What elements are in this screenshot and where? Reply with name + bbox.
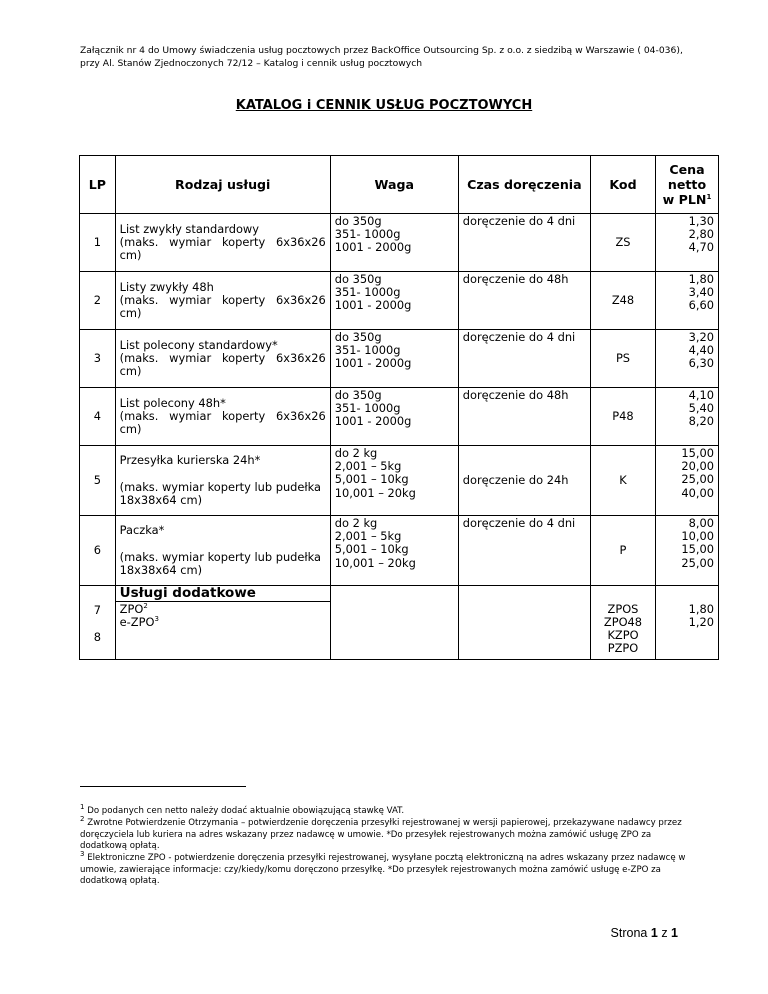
service-name-cell: List polecony 48h* (maks. wymiar koperty 6x36x26 cm) — [115, 388, 330, 446]
zpo-label: ZPO — [119, 602, 144, 617]
footnote-separator — [80, 786, 246, 787]
header-czas: Czas doręczenia — [458, 156, 590, 214]
weight-cell: do 350g 351- 1000g 1001 - 2000g — [330, 388, 458, 446]
delivery-time-cell: doręczenie do 24h — [458, 446, 590, 516]
price-cell: 8,00 10,00 15,00 25,00 — [656, 516, 719, 586]
delivery-time-cell: doręczenie do 4 dni — [458, 516, 590, 586]
footnote-ref-1: 1 — [706, 192, 712, 201]
catalog-table — [79, 155, 719, 660]
extra-services-title-row — [80, 586, 719, 602]
page-label: Strona — [610, 926, 648, 940]
service-name-cell: List polecony standardowy* (maks. wymiar koperty 6x36x26 cm) — [115, 330, 330, 388]
page-current: 1 — [650, 926, 658, 940]
ezpo-label: e-ZPO — [119, 615, 155, 630]
header-kod: Kod — [590, 156, 655, 214]
weight-cell: do 350g 351- 1000g 1001 - 2000g — [330, 330, 458, 388]
service-name-cell: List zwykły standardowy (maks. wymiar koperty 6x36x26 cm) — [115, 214, 330, 272]
code-cell: P48 — [590, 388, 655, 446]
extra-codes-cell: ZPOS ZPO48 KZPO PZPO — [590, 602, 655, 660]
table-row — [80, 272, 719, 330]
price-cell: 1,80 3,40 6,60 — [656, 272, 719, 330]
footnote-ref-2: 2 — [143, 602, 148, 611]
table-row — [80, 214, 719, 272]
header-note: Załącznik nr 4 do Umowy świadczenia usług pocztowych przez BackOffice Outsourcing Sp. z o.o. z siedzibą w Warszawie ( 04-036), przy Al. Stanów Zjednoczonych 72/12 – Katalog i cennik usług pocztowych — [80, 45, 683, 69]
lp-7: 7 — [93, 602, 101, 617]
footnote-3 — [80, 850, 692, 888]
lp-cell: 6 — [80, 516, 116, 586]
extra-services-cell — [115, 602, 330, 660]
header-cena-label: Cena netto w PLN — [662, 162, 707, 207]
page-total: 1 — [671, 926, 678, 940]
footnote-2 — [80, 815, 692, 853]
delivery-time-cell: doręczenie do 4 dni — [458, 214, 590, 272]
weight-cell: do 350g 351- 1000g 1001 - 2000g — [330, 214, 458, 272]
lp-cell: 5 — [80, 446, 116, 516]
header-cena — [656, 156, 719, 214]
service-name-cell: Paczka* (maks. wymiar koperty lub pudełka 18x38x64 cm) — [115, 516, 330, 586]
footnote-3-text: Elektroniczne ZPO - potwierdzenie doręczenia przesyłki rejestrowanej, wysyłane pocztą elektroniczną na adres wskazany przez nadawcę w umowie, zawierające informacje: czy/kiedy/komu doręczono przesyłkę. *Do przesyłek rejestrowanych można zamówić usługę e-ZPO za dodatkową opłatą. — [80, 853, 686, 887]
code-cell: Z48 — [590, 272, 655, 330]
code-cell: ZS — [590, 214, 655, 272]
header-lp: LP — [80, 156, 116, 214]
weight-cell: do 2 kg 2,001 – 5kg 5,001 – 10kg 10,001 – 20kg — [330, 516, 458, 586]
footnote-1-num: 1 — [80, 803, 85, 812]
extra-prices-cell: 1,80 1,20 — [656, 602, 719, 660]
service-name-cell: Przesyłka kurierska 24h* (maks. wymiar koperty lub pudełka 18x38x64 cm) — [115, 446, 330, 516]
table-row — [80, 388, 719, 446]
lp-cell: 4 — [80, 388, 116, 446]
code-cell: P — [590, 516, 655, 586]
price-cell: 3,20 4,40 6,30 — [656, 330, 719, 388]
lp-cell: 2 — [80, 272, 116, 330]
price-cell: 1,30 2,80 4,70 — [656, 214, 719, 272]
price-cell: 15,00 20,00 25,00 40,00 — [656, 446, 719, 516]
footnote-1-text: Do podanych cen netto należy dodać aktualnie obowiązującą stawkę VAT. — [84, 806, 405, 816]
delivery-time-cell: doręczenie do 48h — [458, 388, 590, 446]
table-row — [80, 516, 719, 586]
weight-cell: do 350g 351- 1000g 1001 - 2000g — [330, 272, 458, 330]
code-cell: K — [590, 446, 655, 516]
lp-cell — [80, 602, 116, 660]
service-name-cell: Listy zwykły 48h (maks. wymiar koperty 6x36x26 cm) — [115, 272, 330, 330]
lp-cell: 1 — [80, 214, 116, 272]
footnote-2-text: Zwrotne Potwierdzenie Otrzymania – potwierdzenie doręczenia przesyłki rejestrowanej w wersji papierowej, przekazywane nadawcy przez doręczyciela lub kuriera na adres wskazany przez nadawcę w umowie. *Do przesyłek rejestrowanych można zamówić usługę ZPO za dodatkową opłatą. — [80, 818, 682, 852]
delivery-time-cell: doręczenie do 48h — [458, 272, 590, 330]
weight-cell: do 2 kg 2,001 – 5kg 5,001 – 10kg 10,001 – 20kg — [330, 446, 458, 516]
page-title: KATALOG i CENNIK USŁUG POCZTOWYCH — [235, 98, 533, 113]
footnote-1 — [80, 803, 692, 818]
lp-cell: 3 — [80, 330, 116, 388]
code-cell: PS — [590, 330, 655, 388]
table-header-row — [80, 156, 719, 214]
delivery-time-cell: doręczenie do 4 dni — [458, 330, 590, 388]
footnote-3-num: 3 — [80, 850, 85, 859]
header-rodzaj: Rodzaj usługi — [115, 156, 330, 214]
page-number — [611, 926, 678, 940]
table-row — [80, 446, 719, 516]
table-row — [80, 330, 719, 388]
ezpo-item — [120, 616, 326, 629]
page-of: z — [661, 926, 668, 940]
footnote-2-num: 2 — [80, 815, 85, 824]
extra-services-row — [80, 602, 719, 660]
header-waga: Waga — [330, 156, 458, 214]
lp-8: 8 — [93, 629, 101, 644]
footnote-ref-3: 3 — [154, 615, 159, 624]
extra-services-title: Usługi dodatkowe — [115, 586, 330, 602]
price-cell: 4,10 5,40 8,20 — [656, 388, 719, 446]
